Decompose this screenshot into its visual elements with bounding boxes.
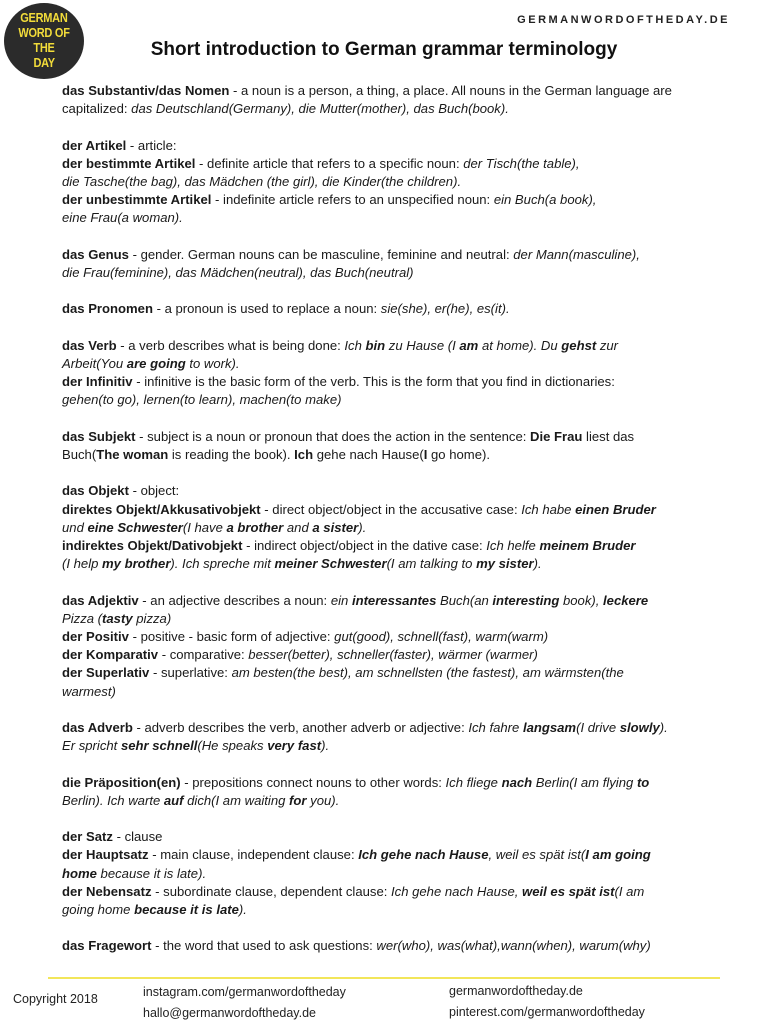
example-text: pizza) — [132, 610, 172, 626]
entry-adverb — [62, 719, 742, 755]
example: besser(better), schneller(faster), wärmer (warmer) — [248, 647, 538, 663]
term: indirektes Objekt/Dativobjekt — [62, 537, 243, 553]
example-highlight: I am going — [585, 847, 651, 863]
term: der Artikel — [62, 137, 127, 153]
example-highlight: Die Frau — [530, 428, 583, 444]
example — [62, 356, 240, 371]
example — [344, 338, 618, 353]
example-highlight: interesting — [492, 592, 560, 608]
example-highlight: my brother — [102, 556, 171, 572]
term: das Objekt — [62, 483, 129, 499]
example-highlight: slowly — [619, 719, 660, 735]
site-name[interactable]: GERMANWORDOFTHEDAY.DE — [517, 14, 730, 26]
entry-line — [62, 246, 742, 264]
term: der unbestimmte Artikel — [62, 192, 212, 208]
footer-divider — [48, 977, 720, 979]
definition: - adverb describes the verb, another adverb or adjective: — [132, 719, 469, 735]
example: die Frau(feminine), das Mädchen(neutral), das Buch(neutral) — [62, 265, 414, 280]
entry-fragewort — [62, 937, 742, 955]
definition: - subject is a noun or pronoun that does the action in the sentence: — [135, 428, 531, 444]
logo-line-3: DAY — [33, 56, 55, 70]
example-text: gehe nach Hause( — [313, 446, 424, 462]
term: der Infinitiv — [62, 374, 133, 390]
entry-line — [62, 391, 742, 409]
example-text: (I am — [614, 883, 645, 899]
entry-line — [62, 155, 742, 173]
email-link[interactable]: hallo@germanwordoftheday.de — [143, 1006, 316, 1020]
example-text: ). — [358, 519, 367, 535]
example-highlight: The woman — [96, 446, 169, 462]
example — [468, 720, 667, 735]
example: gut(good), schnell(fast), warm(warm) — [334, 628, 549, 644]
example — [62, 902, 247, 917]
entry-pronomen — [62, 300, 742, 318]
example-highlight: meinem Bruder — [539, 537, 636, 553]
definition: - indirect object/object in the dative case: — [242, 537, 487, 553]
term: der Komparativ — [62, 647, 159, 663]
definition: - a verb describes what is being done: — [116, 337, 345, 353]
term: das Verb — [62, 337, 117, 353]
definition: - positive - basic form of adjective: — [128, 628, 335, 644]
example-highlight: Ich — [294, 446, 314, 462]
example-text: Berlin). Ich warte — [62, 792, 164, 808]
example-highlight: a sister — [312, 519, 359, 535]
example-highlight: langsam — [522, 719, 577, 735]
term: das Adjektiv — [62, 592, 139, 608]
entry-line — [62, 446, 742, 464]
example-text: is reading the book). — [168, 446, 295, 462]
term: das Subjekt — [62, 428, 136, 444]
example-text: (I am talking to — [386, 556, 477, 572]
example-highlight: eine Schwester — [87, 519, 183, 535]
example-text: because it is late). — [96, 865, 207, 881]
example: ein Buch(a book), — [493, 192, 597, 208]
example-highlight: gehst — [561, 337, 597, 353]
entry-verb — [62, 337, 742, 410]
example-text: ). — [659, 719, 668, 735]
example-text: ). — [321, 738, 330, 754]
entry-line — [62, 865, 742, 883]
term: das Pronomen — [62, 301, 153, 317]
example: am besten(the best), am schnellsten (the fastest), am wärmsten(the — [231, 665, 624, 681]
example — [62, 556, 542, 571]
terminology-list — [62, 82, 742, 974]
example-text: to work). — [185, 355, 240, 371]
example-text: (I drive — [576, 719, 620, 735]
example: sie(she), er(he), es(it). — [380, 301, 510, 317]
term: der bestimmte Artikel — [62, 155, 196, 171]
copyright-text: Copyright 2018 — [13, 992, 98, 1006]
entry-line — [62, 646, 742, 664]
pinterest-link[interactable]: pinterest.com/germanwordoftheday — [449, 1005, 645, 1019]
definition: capitalized: — [62, 101, 132, 117]
example — [62, 866, 206, 881]
example-highlight: sehr schnell — [120, 738, 198, 754]
example — [521, 502, 656, 517]
example-text: Buch(an — [436, 592, 493, 608]
entry-line — [62, 519, 742, 537]
entry-line — [62, 264, 742, 282]
entry-line — [62, 501, 742, 519]
entry-line — [62, 373, 742, 391]
example-text: Ich helfe — [486, 537, 540, 553]
example-highlight: are going — [126, 355, 186, 371]
example: das Deutschland(Germany), die Mutter(mother), das Buch(book). — [131, 101, 509, 117]
example-text: book), — [559, 592, 604, 608]
definition: - indefinite article refers to an unspecified noun: — [211, 192, 494, 208]
entry-line — [62, 610, 742, 628]
example-text: Ich — [344, 337, 366, 353]
term: direktes Objekt/Akkusativobjekt — [62, 501, 261, 517]
entry-line — [62, 428, 742, 446]
entry-line — [62, 901, 742, 919]
entry-line — [62, 137, 742, 155]
example-highlight: nach — [501, 774, 533, 790]
definition: - object: — [128, 483, 180, 499]
example: die Tasche(the bag), das Mädchen (the girl), die Kinder(the children). — [62, 174, 462, 189]
definition: - article: — [126, 137, 177, 153]
example-highlight: meiner Schwester — [274, 556, 387, 572]
example-highlight: Ich gehe nach Hause — [358, 847, 489, 863]
term: der Satz — [62, 829, 113, 845]
example-text: go home). — [427, 446, 490, 462]
example — [62, 520, 366, 535]
example-highlight: einen Bruder — [575, 501, 656, 517]
example-highlight: bin — [365, 337, 386, 353]
entry-line — [62, 209, 742, 227]
entry-praeposition — [62, 774, 742, 810]
example-text: (I have — [182, 519, 227, 535]
entry-line — [62, 82, 742, 100]
entry-line — [62, 846, 742, 864]
definition: - an adjective describes a noun: — [138, 592, 331, 608]
entry-line — [62, 482, 742, 500]
example-text: , weil es spät ist( — [488, 847, 586, 863]
term: der Hauptsatz — [62, 847, 149, 863]
entry-line — [62, 191, 742, 209]
example-text: (I help — [62, 556, 103, 572]
example — [331, 593, 648, 608]
term: der Nebensatz — [62, 883, 152, 899]
example-text: ). — [533, 556, 542, 572]
example-highlight: my sister — [476, 556, 534, 572]
example-text: you). — [306, 792, 340, 808]
definition: - comparative: — [158, 647, 249, 663]
entry-line — [62, 683, 742, 701]
definition: - gender. German nouns can be masculine, feminine and neutral: — [128, 246, 514, 262]
example-highlight: to — [636, 774, 650, 790]
example — [446, 775, 650, 790]
example-text: Er spricht — [62, 738, 121, 754]
example-highlight: a brother — [226, 519, 284, 535]
example — [62, 793, 339, 808]
example-text: ein — [330, 592, 352, 608]
entry-line — [62, 100, 742, 118]
logo-line-1: GERMAN — [20, 11, 68, 25]
example-highlight: home — [62, 865, 97, 881]
entry-line — [62, 628, 742, 646]
example: warmest) — [62, 683, 116, 699]
example-text: ). — [238, 901, 247, 917]
logo-line-2: WORD OF THE — [18, 26, 70, 55]
definition: - main clause, independent clause: — [148, 847, 359, 863]
example: wer(who), was(what),wann(when), warum(why) — [376, 938, 651, 954]
example-highlight: because it is late — [134, 901, 239, 917]
example-text: Ich gehe nach Hause, — [391, 883, 523, 899]
entry-line — [62, 883, 742, 901]
example: eine Frau(a woman). — [62, 210, 183, 226]
example-text: Ich fliege — [445, 774, 502, 790]
example-text: Pizza ( — [62, 610, 103, 626]
example-text: Berlin(I am flying — [532, 774, 637, 790]
entry-line — [62, 355, 742, 373]
term: der Positiv — [62, 628, 129, 644]
example-highlight: weil es spät ist — [522, 883, 615, 899]
example-text: Ich habe — [521, 501, 576, 517]
term: der Superlativ — [62, 665, 150, 681]
entry-artikel — [62, 137, 742, 228]
entry-subjekt — [62, 428, 742, 464]
example-highlight: for — [289, 792, 307, 808]
definition: - prepositions connect nouns to other words: — [180, 774, 446, 790]
example-text: ). Ich spreche mit — [170, 556, 275, 572]
example-highlight: auf — [163, 792, 184, 808]
entry-line — [62, 937, 742, 955]
entry-line — [62, 828, 742, 846]
example — [358, 847, 651, 862]
definition: - the word that used to ask questions: — [151, 938, 377, 954]
definition: - direct object/object in the accusative case: — [260, 501, 522, 517]
example-text: (He speaks — [197, 738, 268, 754]
example: der Tisch(the table), — [463, 155, 580, 171]
definition: - superlative: — [149, 665, 232, 681]
definition: - definite article that refers to a specific noun: — [195, 155, 464, 171]
website-link[interactable]: germanwordoftheday.de — [449, 984, 583, 998]
entry-line — [62, 792, 742, 810]
definition: - infinitive is the basic form of the verb. This is the form that you find in dictionaries: — [132, 374, 615, 390]
entry-line — [62, 664, 742, 682]
example — [391, 884, 644, 899]
instagram-link[interactable]: instagram.com/germanwordoftheday — [143, 985, 346, 999]
example-text: und — [62, 519, 88, 535]
example-text: zur — [596, 337, 619, 353]
entry-satz — [62, 828, 742, 919]
entry-line — [62, 555, 742, 573]
term: das Adverb — [62, 719, 133, 735]
entry-line — [62, 719, 742, 737]
example — [486, 538, 635, 553]
example-highlight: tasty — [102, 610, 133, 626]
entry-line — [62, 592, 742, 610]
example-highlight: I — [423, 446, 428, 462]
page-title: Short introduction to German grammar terminology — [150, 39, 618, 60]
entry-line — [62, 537, 742, 555]
term: das Substantiv/das Nomen — [62, 83, 230, 98]
term: das Genus — [62, 246, 129, 262]
entry-line — [62, 300, 742, 318]
example-text: and — [283, 519, 313, 535]
entry-line — [62, 337, 742, 355]
example: gehen(to go), lernen(to learn), machen(to make) — [62, 392, 342, 408]
example-text: going home — [62, 901, 135, 917]
example-highlight: am — [459, 337, 479, 353]
example-highlight: interessantes — [351, 592, 437, 608]
entry-line — [62, 774, 742, 792]
entry-adjektiv — [62, 592, 742, 701]
entry-substantiv — [62, 82, 742, 118]
example — [62, 738, 329, 753]
example-text: dich(I am waiting — [183, 792, 290, 808]
example-text: at home). Du — [478, 337, 562, 353]
example-text: Ich fahre — [468, 719, 523, 735]
example — [62, 611, 171, 626]
example-highlight: very fast — [267, 738, 322, 754]
definition: - subordinate clause, dependent clause: — [151, 883, 392, 899]
example-text: zu Hause (I — [385, 337, 460, 353]
entry-genus — [62, 246, 742, 282]
example-text: Arbeit(You — [62, 355, 127, 371]
term: das Fragewort — [62, 938, 152, 954]
entry-line — [62, 173, 742, 191]
example: der Mann(masculine), — [513, 246, 640, 262]
definition: - clause — [112, 829, 163, 845]
term: die Präposition(en) — [62, 774, 181, 790]
example-text: liest das — [582, 428, 635, 444]
entry-objekt — [62, 482, 742, 573]
example-highlight: leckere — [603, 592, 649, 608]
example-text: Buch( — [62, 446, 97, 462]
entry-line — [62, 737, 742, 755]
definition: - a pronoun is used to replace a noun: — [152, 301, 381, 317]
definition: - a noun is a person, a thing, a place. All nouns in the German language are — [229, 83, 672, 98]
